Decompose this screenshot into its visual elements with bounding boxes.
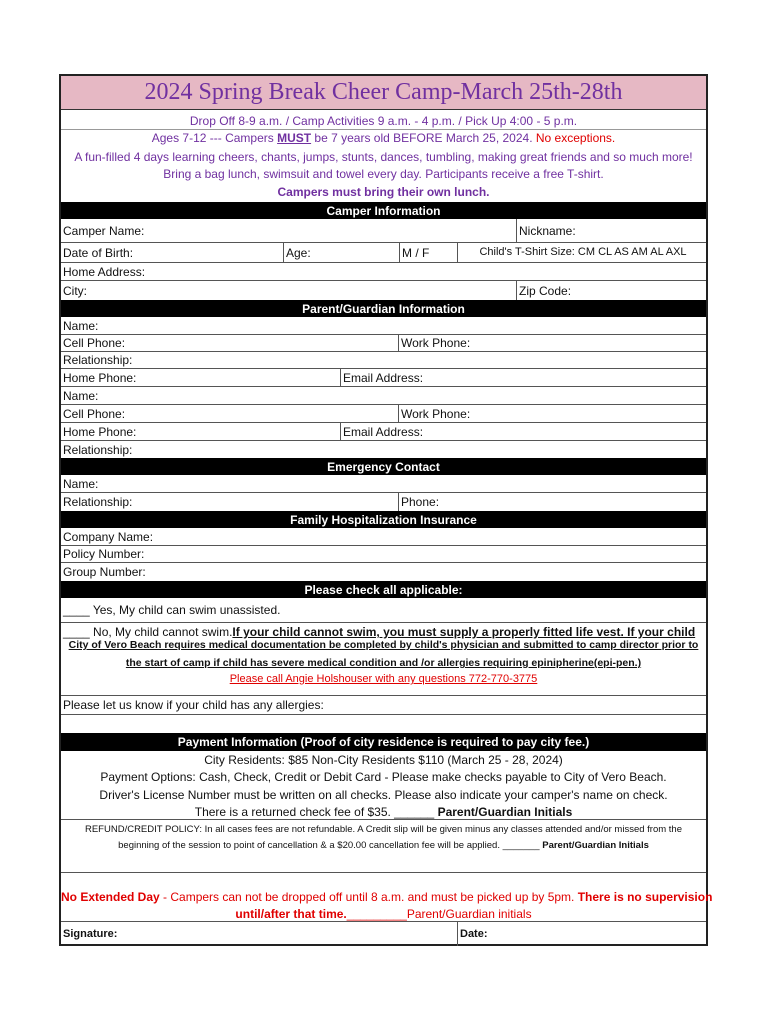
group-number-field[interactable]: Group Number: <box>63 565 146 579</box>
allergies-row <box>61 696 706 715</box>
emergency-relationship-row <box>61 493 706 511</box>
parent2-relationship-row <box>61 441 706 458</box>
ages-exception: No exceptions. <box>535 131 616 145</box>
allergies-input[interactable] <box>61 715 706 733</box>
refund-top-border <box>61 819 706 820</box>
fees-line: City Residents: $85 Non-City Residents $110 (March 25 - 28, 2024) <box>204 753 563 767</box>
extended-line-2 <box>61 908 706 920</box>
title-bar <box>61 76 706 110</box>
camper-name-field[interactable]: Camper Name: <box>63 223 145 238</box>
emergency-relationship-field[interactable]: Relationship: <box>63 495 133 509</box>
dob-field[interactable]: Date of Birth: <box>63 245 134 260</box>
policy-number-field[interactable]: Policy Number: <box>63 547 145 561</box>
parent1-name-row <box>61 317 706 335</box>
refund-initials: Parent/Guardian Initials <box>542 840 649 851</box>
checks-header: Please check all applicable: <box>61 581 706 598</box>
signature-field[interactable] <box>61 922 457 946</box>
description-line: A fun-filled 4 days learning cheers, chants, jumps, stunts, dances, tumbling, making great friends and so much more! <box>74 150 693 164</box>
call-line[interactable]: Please call Angie Holshouser with any questions 772-770-3775 <box>229 673 538 685</box>
allergies-field[interactable]: Please let us know if your child has any allergies: <box>63 698 324 712</box>
gender-field[interactable]: M / F <box>399 243 457 262</box>
group-row <box>61 563 706 581</box>
date-label: Date: <box>460 927 488 940</box>
signature-label: Signature: <box>63 927 118 940</box>
extended-line2-rest: _________Parent/Guardian initials <box>346 907 532 921</box>
company-name-field[interactable]: Company Name: <box>63 529 154 544</box>
parent1-email-field[interactable]: Email Address: <box>340 369 706 386</box>
parent2-relationship-field[interactable]: Relationship: <box>63 442 133 457</box>
medical-line-1: City of Vero Beach requires medical documentation be completed by child's physician and submitted to camp director prior to <box>68 639 699 651</box>
swim-yes-row <box>61 598 706 623</box>
parent1-home-row <box>61 369 706 387</box>
lunch-line <box>61 186 706 198</box>
nickname-field[interactable]: Nickname: <box>516 219 706 242</box>
license-line: Driver's License Number must be written on all checks. Please also indicate your camper's name on check. <box>99 788 668 802</box>
dob-row <box>61 243 706 263</box>
emergency-name-row <box>61 475 706 493</box>
city-field[interactable]: City: <box>63 283 87 298</box>
parent2-email-field[interactable]: Email Address: <box>340 423 706 440</box>
schedule-line: Drop Off 8-9 a.m. / Camp Activities 9 a.m. - 4 p.m. / Pick Up 4:00 - 5 p.m. <box>189 114 578 128</box>
policy-row <box>61 546 706 563</box>
date-field[interactable] <box>457 922 706 946</box>
ages-line <box>61 132 706 144</box>
signature-row <box>61 921 706 946</box>
ages-suffix: be 7 years old BEFORE March 25, 2024. <box>311 131 536 145</box>
page-title: 2024 Spring Break Cheer Camp-March 25th-28th <box>144 79 623 105</box>
parent1-phone-row <box>61 335 706 352</box>
extended-line-1 <box>61 890 713 904</box>
ages-line-divider <box>61 129 706 130</box>
emergency-name-field[interactable]: Name: <box>63 476 99 491</box>
parent-header: Parent/Guardian Information <box>61 300 706 317</box>
refund-line-2 <box>61 841 706 851</box>
parent1-relationship-field[interactable]: Relationship: <box>63 353 133 367</box>
parent1-home-field[interactable]: Home Phone: <box>63 370 137 385</box>
parent2-cell-field[interactable]: Cell Phone: <box>63 406 126 421</box>
parent2-name-field[interactable]: Name: <box>63 388 99 403</box>
camper-name-row <box>61 219 706 243</box>
ages-prefix: Ages 7-12 --- Campers <box>151 131 278 145</box>
emergency-phone-field[interactable]: Phone: <box>398 493 706 511</box>
parent1-name-field[interactable]: Name: <box>63 318 99 333</box>
extended-line2-bold: until/after that time. <box>235 907 347 921</box>
parent2-name-row <box>61 387 706 405</box>
parent1-relationship-row <box>61 352 706 369</box>
parent1-work-field[interactable]: Work Phone: <box>398 335 706 351</box>
parent2-work-field[interactable]: Work Phone: <box>398 405 706 422</box>
ages-must: MUST <box>277 131 312 145</box>
parent2-home-row <box>61 423 706 441</box>
refund-text-2: beginning of the session to point of cancellation & a $20.00 cancellation fee will be applied. _______ <box>118 840 543 851</box>
returned-initials: Parent/Guardian Initials <box>437 805 573 819</box>
age-field[interactable]: Age: <box>283 243 399 262</box>
parent2-home-field[interactable]: Home Phone: <box>63 424 137 439</box>
swim-no-warning: If your child cannot swim, you must supply a properly fitted life vest. If your child <box>232 625 696 639</box>
extended-bold: There is no supervision <box>577 890 713 904</box>
registration-form <box>59 74 713 946</box>
options-line: Payment Options: Cash, Check, Credit or Debit Card - Please make checks payable to City of Vero Beach. <box>100 770 667 784</box>
home-address-field[interactable]: Home Address: <box>63 264 146 279</box>
lunch-text: Campers must bring their own lunch. <box>277 185 490 199</box>
refund-bottom-border <box>61 872 706 873</box>
parent1-cell-field[interactable]: Cell Phone: <box>63 336 126 350</box>
returned-line <box>61 806 706 818</box>
swim-no-prefix: ____ No, My child cannot swim. <box>63 625 233 639</box>
address-row <box>61 263 706 281</box>
refund-line-1: REFUND/CREDIT POLICY: In all cases fees are not refundable. A Credit slip will be given minus any classes attended and/or missed from the <box>84 824 682 835</box>
parent2-phone-row <box>61 405 706 423</box>
extended-label: No Extended Day <box>61 890 160 904</box>
swim-yes-option[interactable]: ____ Yes, My child can swim unassisted. <box>63 603 281 617</box>
allergies-blank-row <box>61 715 706 733</box>
bring-line: Bring a bag lunch, swimsuit and towel every day. Participants receive a free T-shirt. <box>163 167 604 181</box>
returned-text: There is a returned check fee of $35. ______ <box>194 805 438 819</box>
medical-line-2: the start of camp if child has severe medical condition and /or allergies requiring epinipherine(epi-pen.) <box>125 657 642 669</box>
city-row <box>61 281 706 300</box>
emergency-header: Emergency Contact <box>61 458 706 475</box>
zip-field[interactable]: Zip Code: <box>516 281 706 300</box>
insurance-header: Family Hospitalization Insurance <box>61 511 706 528</box>
payment-header: Payment Information (Proof of city residence is required to pay city fee.) <box>61 733 706 751</box>
shirt-size-field[interactable]: Child's T-Shirt Size: CM CL AS AM AL AXL <box>457 243 706 262</box>
camper-header: Camper Information <box>61 202 706 219</box>
extended-text: - Campers can not be dropped off until 8 a.m. and must be picked up by 5pm. <box>159 890 578 904</box>
company-row <box>61 528 706 546</box>
